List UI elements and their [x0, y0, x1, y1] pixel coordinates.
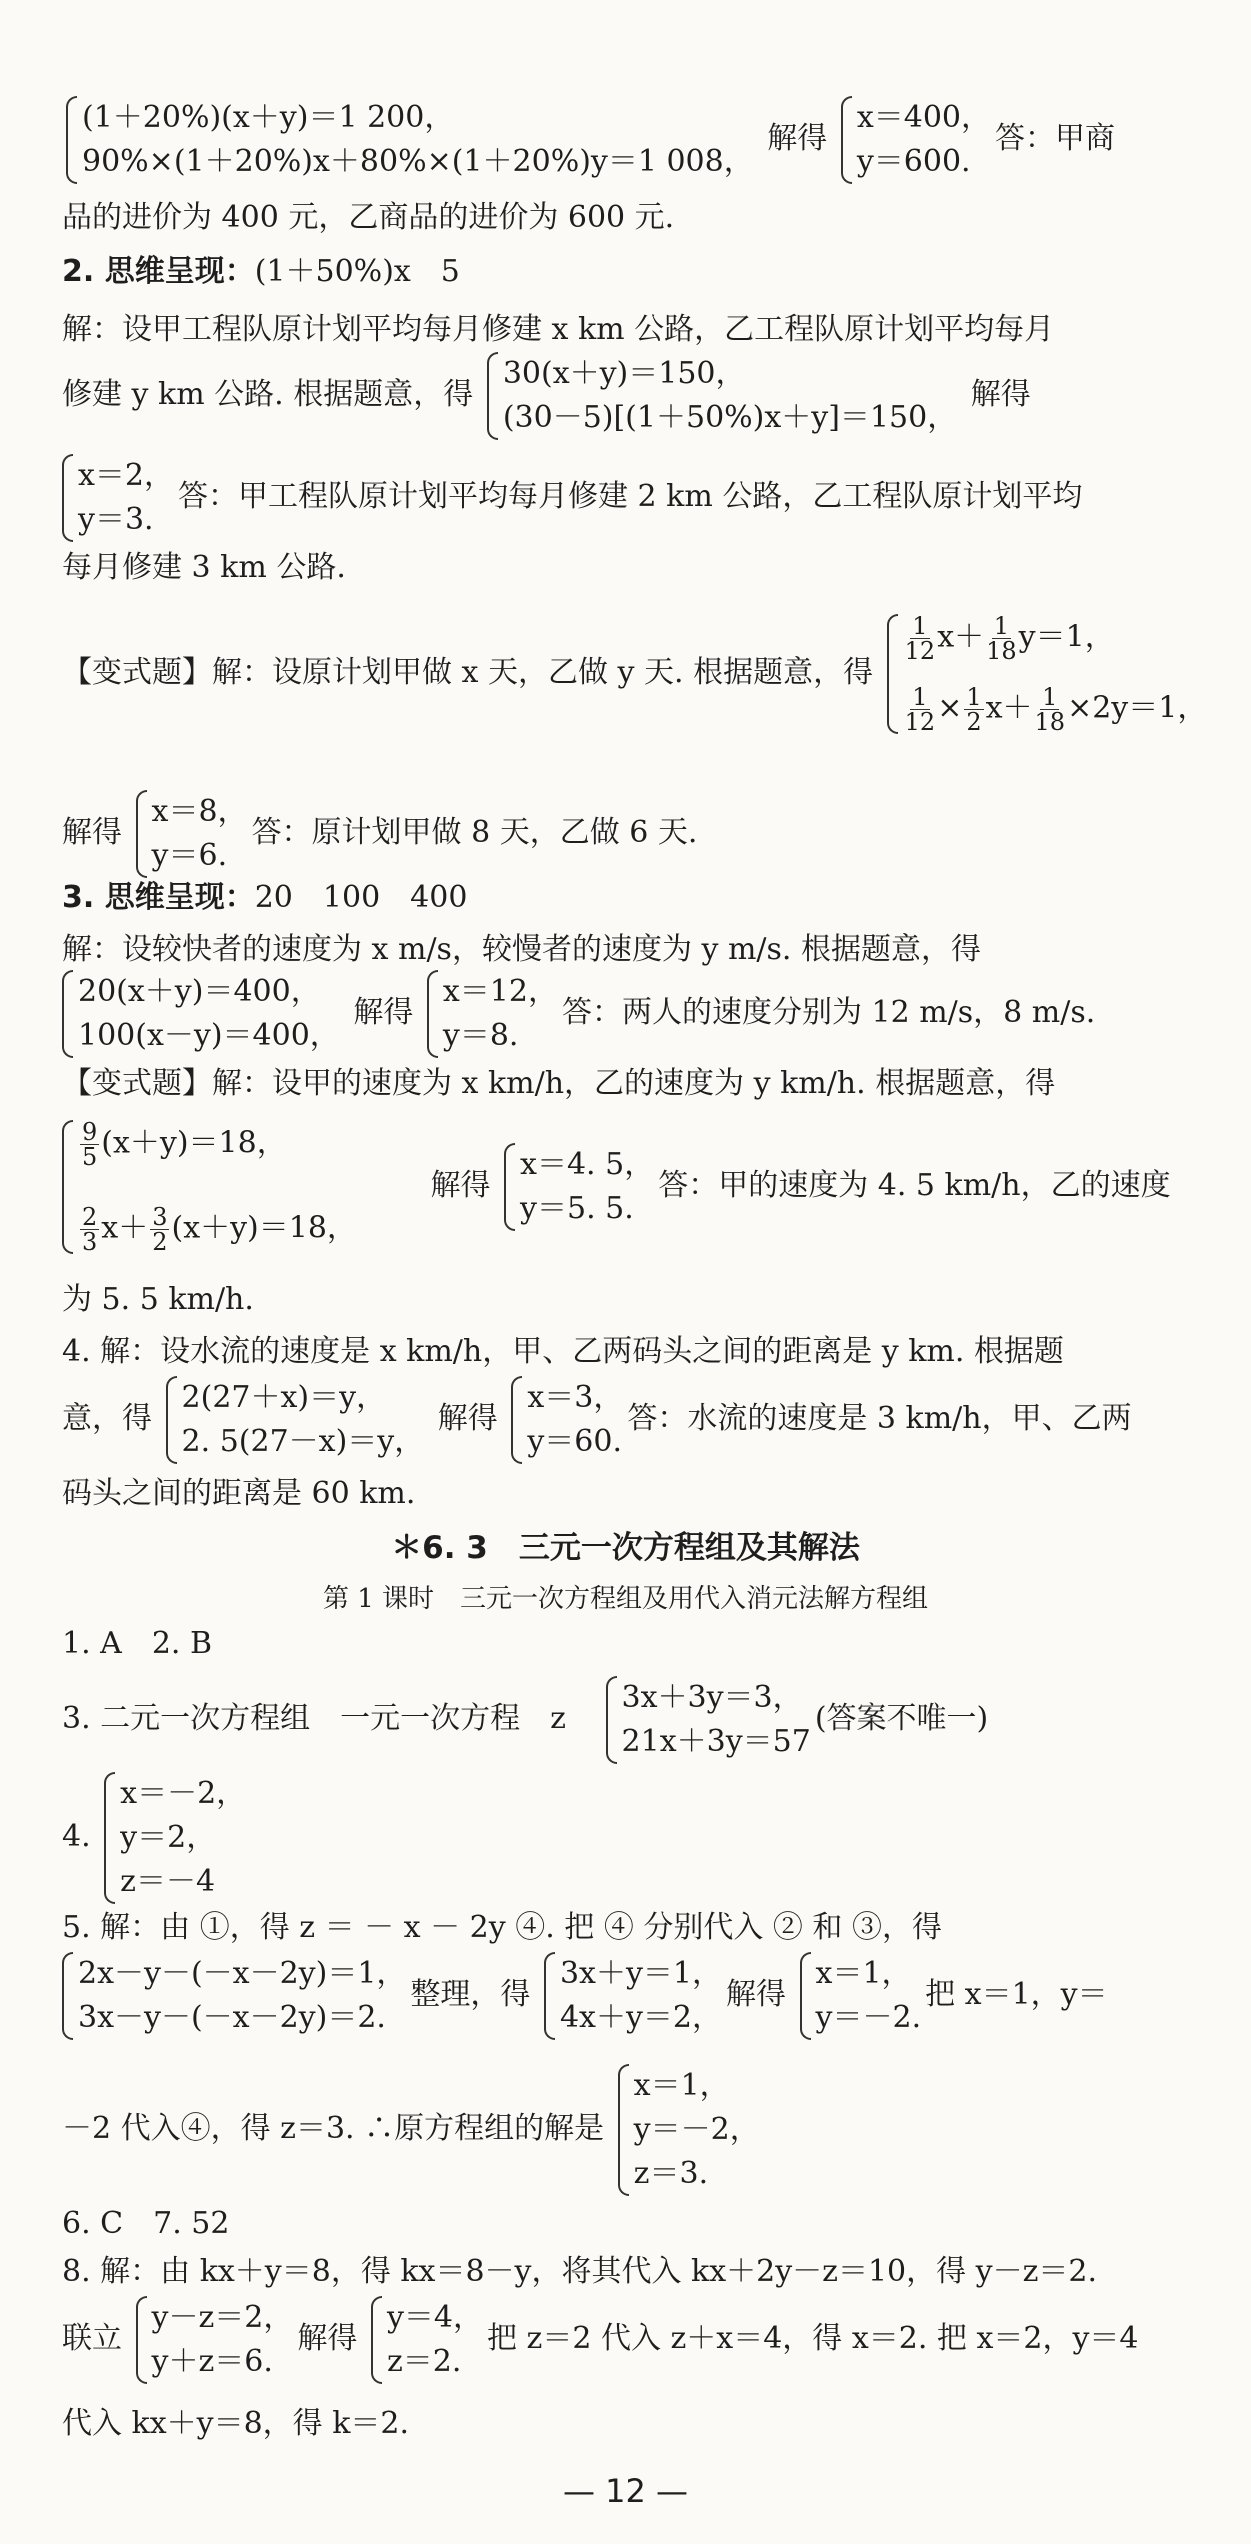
- p3-system: [606, 1676, 811, 1764]
- q3-s1: x＝12，: [442, 974, 558, 1009]
- p5-system1: [62, 1952, 406, 2040]
- q2-solution: [62, 454, 174, 542]
- q4-eq1: 2(27＋x)＝y，: [181, 1380, 387, 1415]
- q1-solution: [841, 96, 991, 184]
- p4-label: 4.: [62, 1819, 91, 1854]
- q2-s1: x＝2，: [78, 458, 175, 493]
- lesson-title: 第 1 课时 三元一次方程组及用代入消元法解方程组: [322, 1584, 929, 1614]
- p8-solution: [371, 2296, 483, 2384]
- q2-answer-cont: 每月修建 3 km 公路.: [62, 550, 346, 585]
- q2-eq1: 30(x＋y)＝150，: [502, 356, 746, 391]
- p5-s1: x＝1，: [815, 1956, 912, 1991]
- q2-head: 2. 思维呈现：: [62, 254, 255, 289]
- p4-s3: z＝－4: [120, 1864, 216, 1899]
- p5-solution: [800, 1952, 922, 2040]
- frac-9-5: $\frac{9}{5}$: [82, 1118, 98, 1171]
- q4-answer: 答：水流的速度是 3 km/h，甲、乙两: [627, 1401, 1132, 1436]
- p8-line3: 代入 kx＋y＝8，得 k＝2.: [62, 2406, 410, 2441]
- p8-solve-label: 解得: [297, 2321, 358, 2356]
- p8-s2: z＝2.: [386, 2344, 462, 2379]
- v2-s2: y＝5. 5.: [520, 1191, 634, 1226]
- p3-eq2: 21x＋3y＝57: [621, 1724, 811, 1759]
- p3-line: [62, 1676, 988, 1764]
- q1-s1: x＝400，: [856, 100, 992, 135]
- p5-eq2: 3x－y－(－x－2y)＝2.: [78, 2000, 386, 2035]
- p5-solve-label: 解得: [726, 1977, 786, 2012]
- q2-line1: 解：设甲工程队原计划平均每月修建 x km 公路，乙工程队原计划平均每月: [62, 312, 1055, 347]
- q3-system: [62, 970, 340, 1058]
- p5-eq1: 2x－y－(－x－2y)＝1，: [78, 1956, 407, 1991]
- q4-solve-label: 解得: [437, 1401, 498, 1436]
- q1-solve-label: 解得: [767, 121, 828, 156]
- v1-solve-label: 解得: [62, 815, 122, 850]
- q1-eq1: (1＋20%)(x＋y)＝1 200，: [82, 100, 455, 135]
- p4-line: [62, 1772, 250, 1904]
- v2-solve-label: 解得: [430, 1168, 491, 1203]
- q4-eq2: 2. 5(27－x)＝y，: [181, 1424, 425, 1459]
- q3-eq2: 100(x－y)＝400，: [78, 1018, 340, 1053]
- v1-system: [887, 614, 1208, 734]
- q4-pre: 意，得: [62, 1401, 152, 1436]
- q2-line3: [62, 454, 1082, 542]
- q2-head-line: [62, 252, 460, 292]
- q3-head-line: [62, 878, 467, 918]
- p5-s2: y＝－2.: [815, 2000, 922, 2035]
- v2-eq1: $\frac{9}{5}$ (x＋y)＝18，: [82, 1118, 287, 1171]
- q1-equation-line: [62, 96, 1115, 184]
- q3-solve-label: 解得: [353, 995, 414, 1030]
- frac-1-18b: $\frac{1}{18}$: [1034, 683, 1066, 736]
- q4-system: [166, 1376, 425, 1464]
- p5-line2: [62, 1952, 1108, 2040]
- p8-line2: [62, 2296, 1139, 2384]
- p3-eq1: 3x＋3y＝3，: [621, 1680, 803, 1715]
- q1-eq2: 90%×(1＋20%)x＋80%×(1＋20%)y＝1 008，: [82, 144, 754, 179]
- q1-s2: y＝600.: [856, 144, 971, 179]
- q4-s2: y＝60.: [527, 1424, 623, 1459]
- p5-r2: y＝－2，: [633, 2112, 760, 2147]
- p8-system: [136, 2296, 294, 2384]
- p8-pre: 联立: [62, 2321, 122, 2356]
- p5-r1: x＝1，: [633, 2068, 730, 2103]
- v2-line1: 【变式题】解：设甲的速度为 x km/h，乙的速度为 y km/h. 根据题意，得: [62, 1066, 1056, 1101]
- v2-answer-cont: 为 5. 5 km/h.: [62, 1282, 254, 1317]
- p5-result: [618, 2064, 760, 2196]
- q1-answer: 答：甲商: [995, 121, 1116, 156]
- frac-1-12: $\frac{1}{12}$: [904, 612, 936, 665]
- q3-s2: y＝8.: [442, 1018, 519, 1053]
- q4-answer-cont: 码头之间的距离是 60 km.: [62, 1476, 416, 1511]
- q1-system: [66, 96, 754, 184]
- frac-3-2: $\frac{3}{2}$: [152, 1203, 168, 1256]
- v1-answer: 答：原计划甲做 8 天，乙做 6 天.: [251, 815, 698, 850]
- q4-line1: 4. 解：设水流的速度是 x km/h，甲、乙两码头之间的距离是 y km. 根据题: [62, 1334, 1064, 1369]
- frac-2-3: $\frac{2}{3}$: [82, 1203, 98, 1256]
- v2-solution: [504, 1143, 654, 1231]
- q3-fill: 20 100 400: [254, 880, 468, 915]
- q2-eq2: (30－5)[(1＋50%)x＋y]＝150，: [502, 400, 958, 435]
- v2-s1: x＝4. 5，: [520, 1147, 655, 1182]
- p5-line3: [62, 2064, 764, 2196]
- q2-line2-pre: 修建 y km 公路. 根据题意，得: [62, 377, 474, 412]
- q4-solution: [511, 1376, 623, 1464]
- p8-eq1: y－z＝2，: [151, 2300, 294, 2335]
- v2-eq2: $\frac{2}{3}$ x＋ $\frac{3}{2}$ (x＋y)＝18，: [82, 1203, 357, 1256]
- p5-mid: 整理，得: [410, 1977, 531, 2012]
- v1-eq1: $\frac{1}{12}$ x＋ $\frac{1}{18}$ y＝1，: [904, 612, 1115, 665]
- q3-answer: 答：两人的速度分别为 12 m/s，8 m/s.: [561, 995, 1096, 1030]
- p4-s1: x＝－2，: [120, 1776, 247, 1811]
- q1-answer-cont: 品的进价为 400 元，乙商品的进价为 600 元.: [62, 200, 675, 235]
- p1-answers: 1. A 2. B: [62, 1626, 213, 1661]
- v2-system: [62, 1120, 357, 1254]
- p5-eq3: 3x＋y＝1，: [559, 1956, 722, 1991]
- v1-s2: y＝6.: [151, 838, 228, 873]
- v1-line1: [62, 614, 1211, 734]
- v2-line2: [62, 1120, 1171, 1254]
- q2-system: [487, 352, 957, 440]
- page-number: — 12 —: [562, 2472, 689, 2510]
- v1-s1: x＝8，: [151, 794, 248, 829]
- section-title: ＊6. 3 三元一次方程组及其解法: [391, 1530, 860, 1566]
- p6-answers: 6. C 7. 52: [62, 2206, 230, 2241]
- q3-eq1: 20(x＋y)＝400，: [78, 974, 321, 1009]
- v1-solution: [136, 790, 248, 878]
- p8-eq2: y＋z＝6.: [151, 2344, 273, 2379]
- frac-1-12b: $\frac{1}{12}$: [904, 683, 936, 736]
- p8-s1: y＝4，: [386, 2300, 483, 2335]
- v1-eq2: $\frac{1}{12}$ × $\frac{1}{2}$ x＋ $\frac{1}{18}$ ×2y＝1，: [904, 683, 1208, 736]
- q2-s2: y＝3.: [78, 502, 154, 537]
- q2-fill: (1＋50%)x 5: [254, 254, 460, 289]
- p5-system2: [544, 1952, 722, 2040]
- v1-pre: 【变式题】解：设原计划甲做 x 天，乙做 y 天. 根据题意，得: [62, 655, 874, 690]
- q4-line2: [62, 1376, 1132, 1464]
- p5-line3-text: －2 代入④，得 z＝3. ∴原方程组的解是: [62, 2111, 605, 2146]
- p3-note: (答案不唯一): [814, 1701, 989, 1736]
- q3-line1: 解：设较快者的速度为 x m/s，较慢者的速度为 y m/s. 根据题意，得: [62, 932, 981, 967]
- q3-head: 3. 思维呈现：: [62, 880, 255, 915]
- p5-r3: z＝3.: [633, 2156, 709, 2191]
- p8-tail: 把 z＝2 代入 z＋x＝4，得 x＝2. 把 x＝2，y＝4: [486, 2321, 1139, 2356]
- p3-text: 3. 二元一次方程组 一元一次方程 z: [62, 1701, 566, 1736]
- q3-solution: [427, 970, 558, 1058]
- p5-eq4: 4x＋y＝2，: [559, 2000, 722, 2035]
- p4-s2: y＝2，: [120, 1820, 217, 1855]
- p8-line1: 8. 解：由 kx＋y＝8，得 kx＝8－y，将其代入 kx＋2y－z＝10，得 y－z＝2.: [62, 2254, 1098, 2289]
- q2-line2: [62, 352, 1031, 440]
- q3-line2: [62, 970, 1095, 1058]
- q2-answer: 答：甲工程队原计划平均每月修建 2 km 公路，乙工程队原计划平均: [178, 479, 1083, 514]
- v1-line2: [62, 790, 697, 878]
- q2-solve-label: 解得: [970, 377, 1031, 412]
- frac-1-2: $\frac{1}{2}$: [966, 683, 982, 736]
- p4-solution: [104, 1772, 246, 1904]
- p5-tail: 把 x＝1，y＝: [925, 1977, 1108, 2012]
- v2-answer: 答：甲的速度为 4. 5 km/h，乙的速度: [658, 1168, 1171, 1203]
- q4-s1: x＝3，: [527, 1380, 624, 1415]
- frac-1-18: $\frac{1}{18}$: [986, 612, 1017, 665]
- p5-line1: 5. 解：由 ①，得 z ＝ － x － 2y ④. 把 ④ 分别代入 ② 和 ③，得: [62, 1910, 942, 1945]
